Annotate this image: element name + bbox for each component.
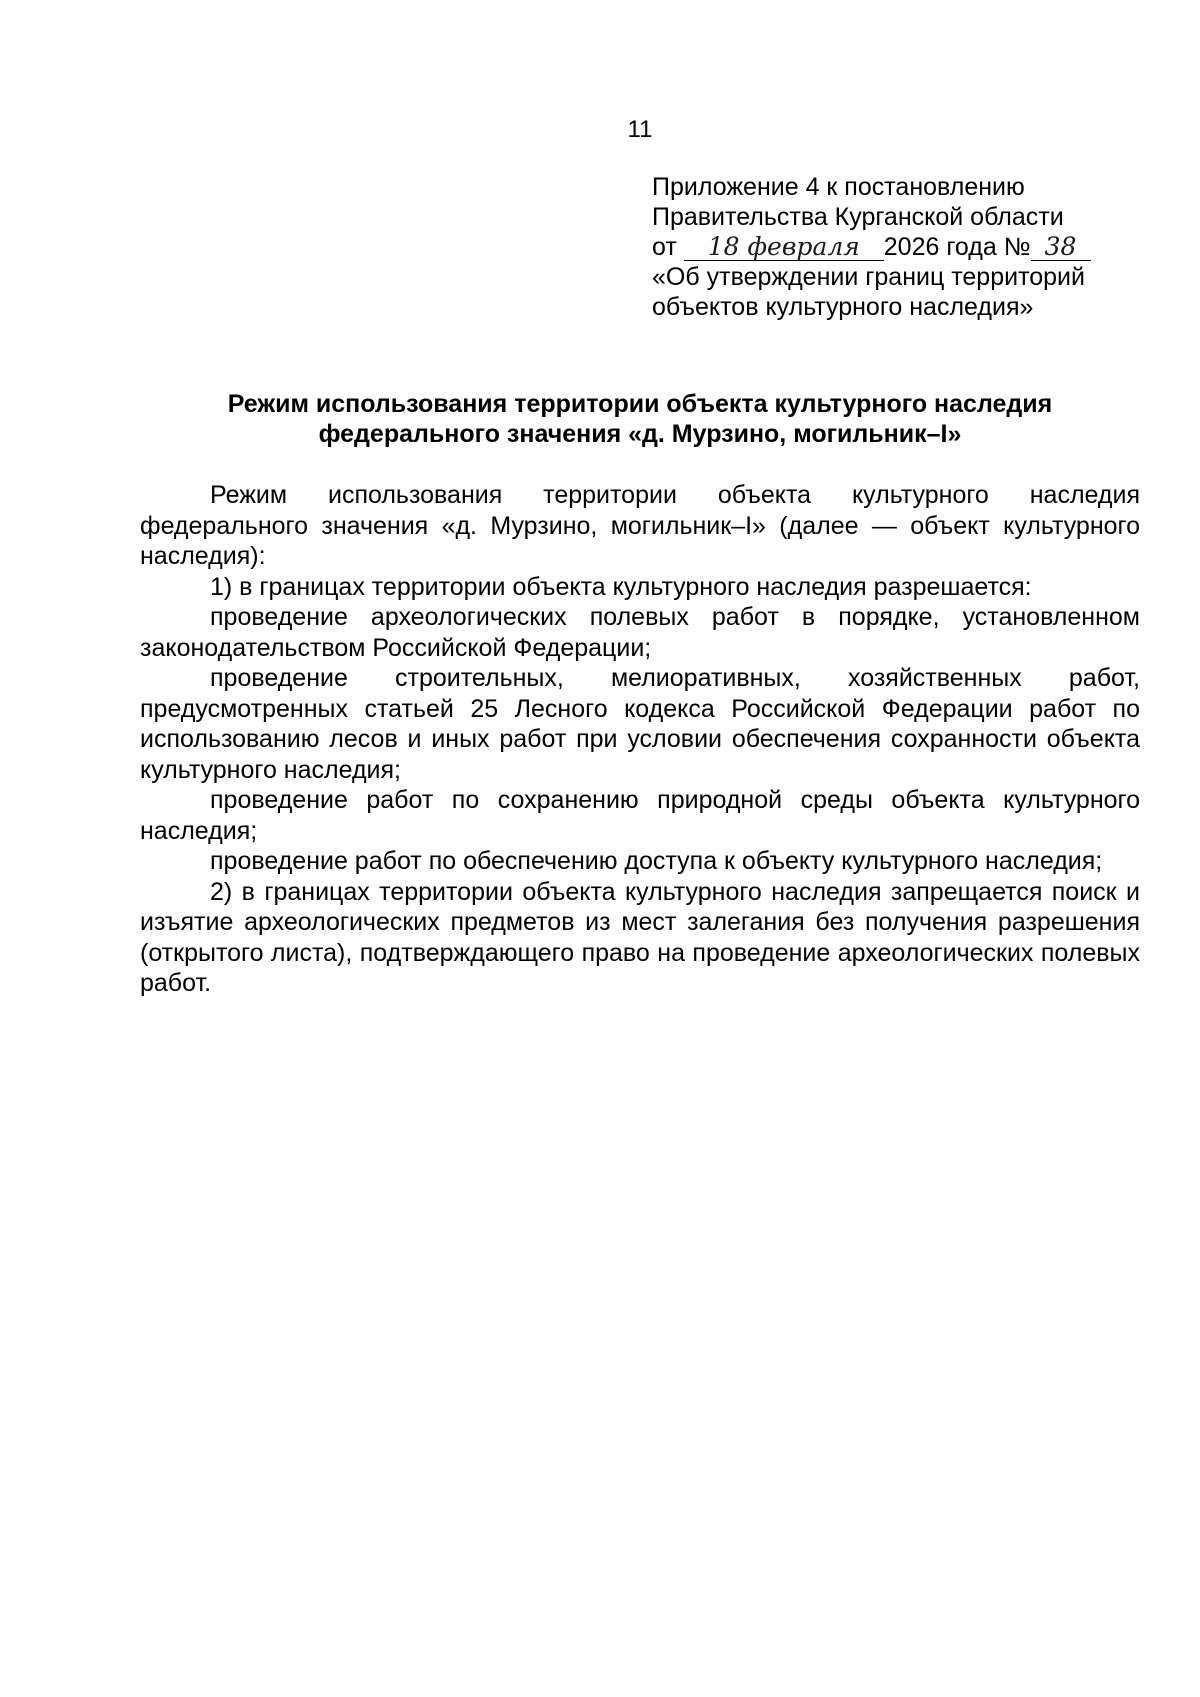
- attachment-line-2: Правительства Курганской области: [652, 203, 1064, 231]
- paragraph-nature-preservation: проведение работ по сохранению природной среды объекта культурного наследия;: [140, 786, 1140, 845]
- paragraph-construction-works: проведение строительных, мелиоративных, хозяйственных работ, предусмотренных статьей 25 Лесного кодекса Российской Федерации работ по использованию лесов и иных работ при условии обеспечения сохранности объекта культурного наследия;: [140, 664, 1140, 784]
- paragraph-access-works: проведение работ по обеспечению доступа к объекту культурного наследия;: [210, 847, 1103, 875]
- heading-line-2: федерального значения «д. Мурзино, могильник–I»: [318, 420, 962, 448]
- attachment-line-4: «Об утверждении границ территорий: [652, 263, 1085, 291]
- paragraph-archaeological-works: проведение археологических полевых работ в порядке, установленном законодательством Российской Федерации;: [140, 603, 1140, 662]
- attachment-block: [652, 172, 1132, 322]
- heading-line-1: Режим использования территории объекта культурного наследия: [227, 390, 1053, 418]
- page-number: 11: [627, 116, 653, 143]
- paragraph-item-1: 1) в границах территории объекта культурного наследия разрешается:: [210, 572, 1032, 601]
- from-label: от: [652, 233, 677, 261]
- document-body: [140, 480, 1140, 999]
- handwritten-number: 38: [1031, 234, 1091, 261]
- paragraph-intro: Режим использования территории объекта культурного наследия федерального значения «д. Мурзино, могильник–I» (далее — объект культурного наследия):: [140, 481, 1140, 570]
- document-heading: [140, 389, 1140, 449]
- year-number-label: 2026 года №: [883, 233, 1031, 261]
- attachment-date-line: [652, 232, 1132, 262]
- attachment-line-1: Приложение 4 к постановлению: [652, 173, 1025, 201]
- handwritten-date: 18 февраля: [684, 234, 884, 261]
- paragraph-item-2: 2) в границах территории объекта культурного наследия запрещается поиск и изъятие археологических предметов из мест залегания без получения разрешения (открытого листа), подтверждающего право на проведение археологических полевых работ.: [140, 877, 1140, 997]
- attachment-line-5: объектов культурного наследия»: [652, 293, 1034, 321]
